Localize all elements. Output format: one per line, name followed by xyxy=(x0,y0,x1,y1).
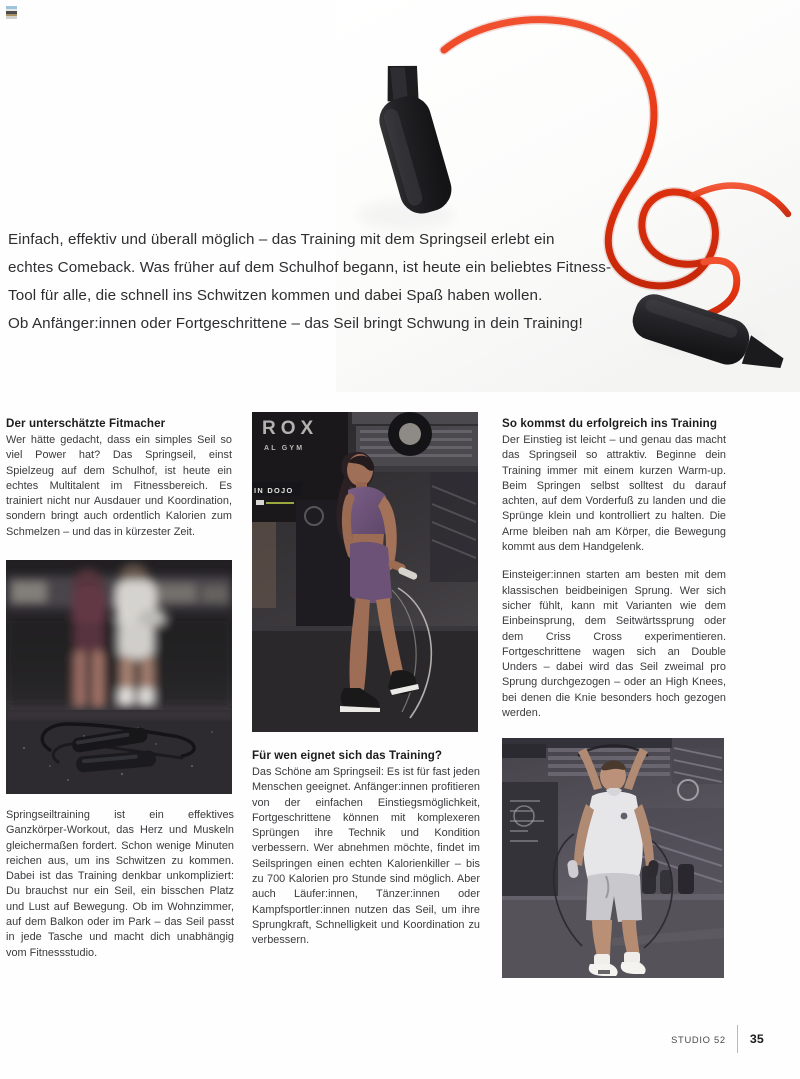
lead-line-1: Einfach, effektiv und überall möglich – das Training mit dem Springseil erlebt ein xyxy=(8,231,555,248)
page-footer xyxy=(671,1025,764,1053)
column-left xyxy=(6,416,232,540)
paragraph-right-1: Der Einstieg ist leicht – und genau das macht das Springseil so attraktiv. Beginne dein Training immer mit einem kurzen Warm-up. Beim Springen selbst solltest du darauf achten, auf dem Vorderfuß zu landen und die Sprünge klein und kontrolliert zu halten. Die Arme bleiben nah am Körper, die Bewegung kommt aus dem Handgelenk. xyxy=(502,434,726,554)
footer-brand: STUDIO 52 xyxy=(671,1033,726,1045)
photo-rope-on-gym-floor xyxy=(6,560,232,794)
heading-der-unterschaetzte-fitmacher: Der unterschätzte Fitmacher xyxy=(6,417,166,430)
column-right xyxy=(502,416,726,721)
heading-fuer-wen-eignet-sich-das-training: Für wen eignet sich das Training? xyxy=(252,749,443,762)
lead-line-4: Ob Anfänger:innen oder Fortgeschrittene – das Seil bringt Schwung in dein Training! xyxy=(8,315,583,332)
heading-so-kommst-du-erfolgreich-ins-training: So kommst du erfolgreich ins Training xyxy=(502,417,717,430)
caption-left xyxy=(6,808,234,961)
lead-line-2: echtes Comeback. Was früher auf dem Schulhof begann, ist heute ein beliebtes Fitness- xyxy=(8,259,612,276)
photo-woman-jumping-rope xyxy=(252,412,478,732)
caption-left-text: Springseiltraining ist ein effektives Ganzkörper-Workout, das Herz und Muskeln gleichermaßen fordert. Schon wenige Minuten reichen aus, um ins Schwitzen zu kommen. Dabei ist das Training denkbar unkompliziert: Du brauchst nur ein Seil, ein bisschen Platz und Lust auf Bewegung. Ob im Wohnzimmer, auf dem Balkon oder im Park – das Seil passt in jede Tasche und macht dich unabhängig vom Fitnessstudio. xyxy=(6,809,234,959)
footer-page-number: 35 xyxy=(749,1032,764,1046)
photo-man-jumping-rope xyxy=(502,738,724,978)
svg-text:ROX: ROX xyxy=(262,418,319,439)
paragraph-right-2: Einsteiger:innen starten am besten mit dem klassischen beidbeinigen Sprung. Wer sich sicher fühlt, kann mit Varianten wie dem Einbeinsprung, dem Seitwärtssprung oder dem Criss Cross experimentieren. Fortgeschrittene wagen sich an Double Unders – dabei wird das Seil zweimal pro Sprung durchgezogen – oder an High Knees, bei denen die Knie besonders hoch gezogen werden. xyxy=(502,569,726,720)
svg-text:IN DOJO: IN DOJO xyxy=(254,486,294,495)
paragraph-middle: Das Schöne am Springseil: Es ist für fast jeden Menschen geeignet. Anfänger:innen profitieren von der einfachen Einstiegsmöglichkeit, Fortgeschrittene können mit komplexeren Sprüngen ihre Technik und Kondition verbessern. Wer abnehmen möchte, findet im Seilspringen einen echten Kalorienkiller – bis zu 700 Kalorien pro Stunde sind möglich. Aber auch Läufer:innen, Tänzer:innen oder Kampfsportler:innen nutzen das Seil, um ihre Sprungkraft, Schnelligkeit und Koordination zu verbessern. xyxy=(252,766,480,947)
lead-line-3: Tool für alle, die schnell ins Schwitzen kommen und dabei Spaß haben wollen. xyxy=(8,287,543,304)
color-registration-bar-icon xyxy=(6,6,17,19)
paragraph-left: Wer hätte gedacht, dass ein simples Seil so viel Power hat? Das Springseil, einst Spielzeug auf dem Schulhof, ist heute ein echtes Multitalent im Fitnessbereich. Es trainiert nicht nur Ausdauer und Koordination, sondern bringt auch ordentlich Kalorien zum Schmelzen – und das in kürzester Zeit. xyxy=(6,434,232,538)
svg-text:AL GYM: AL GYM xyxy=(264,445,305,452)
column-middle xyxy=(252,748,480,949)
lead-paragraph xyxy=(8,226,668,338)
